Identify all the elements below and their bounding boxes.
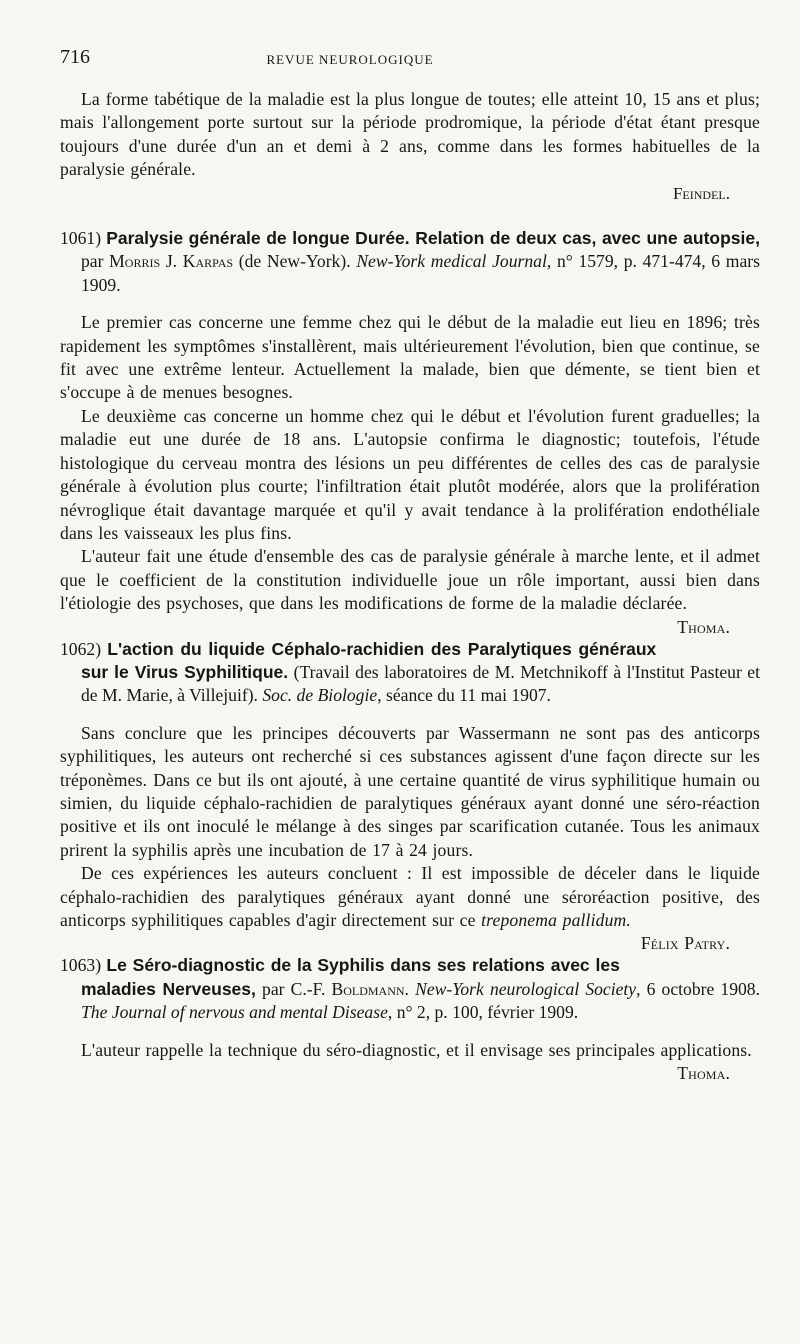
article-reference-pre: (Travail des laboratoires de M. Metchnikoff à l'Institut Pasteur et de M. Marie, à Villejuif). [81,661,760,706]
article-signature: Thoma. [677,1063,730,1084]
article-by: par [262,978,285,999]
article-origin: (de New-York). [238,251,351,272]
article-paragraph: Le deuxième cas concerne un homme chez qui le début et l'évolution furent graduelles; la maladie eut une durée de 18 ans. L'autopsie confirma le diagnostic; toutefois, l'étude histologique du cerveau montra des lésions un peu différentes de celles des cas de paralysie générale à évolution plus courte; l'infiltration était plutôt modérée, alors que la prolifération névroglique était davantage marquée et qu'il y avait tendance à la prolifération endothéliale dans les vaisseaux les plus fins. [60,405,760,543]
article-reference: , 6 octobre 1908. [636,978,760,999]
article-body [60,722,760,954]
article-title: L'action du liquide Céphalo-rachidien des Paralytiques généraux sur le Virus Syphilitique. [81,638,657,682]
article-heading [60,954,760,1024]
article-journal: New-York neurological Society [415,978,637,999]
article-by: par [81,251,104,272]
article-reference: , séance du 11 mai 1907. [377,685,551,706]
article-paragraph: Le premier cas concerne une femme chez qui le début de la maladie eut lieu en 1896; très rapidement les symptômes s'installèrent, mais ultérieurement l'évolution, bien que continue, se fit avec une extrême lenteur. Actuellement la malade, bien que démente, se tient bien et s'occupe à de menues besognes. [60,312,760,403]
article-paragraph [60,862,760,954]
article-journal: Soc. de Biologie [262,685,378,706]
running-title: REVUE NEUROLOGIQUE [266,52,434,67]
page-header [60,46,740,74]
article-signature: Félix Patry. [640,933,730,954]
article-italic-term: treponema pallidum. [481,910,631,930]
article-number: 1063) [60,955,102,976]
page-number: 716 [60,46,90,68]
intro-signature: Feindel. [672,183,730,203]
article-heading [60,227,760,297]
article-journal-secondary: The Journal of nervous and mental Disease [81,1002,388,1023]
article-reference-secondary: , n° 2, p. 100, février 1909. [387,1002,579,1023]
article-reference: , n° 1579, p. 471-474, 6 mars 1909. [81,251,760,295]
article-title: Le Séro-diagnostic de la Syphilis dans ses relations avec les maladies Nerveuses, [81,955,620,999]
article-author: Morris J. Karpas [109,251,234,272]
page-content [60,88,760,1085]
article-paragraph-text: L'auteur fait une étude d'ensemble des cas de paralysie générale à marche lente, et il admet que le coefficient de la constitution individuelle joue un rôle important, aussi bien dans l'étiologie des psychoses, que dans les modifications de forme de la maladie déclarée. [60,546,760,614]
intro-paragraph: La forme tabétique de la maladie est la plus longue de toutes; elle atteint 10, 15 ans et plus; mais l'allongement porte surtout sur la période prodromique, la période d'état étant presque toujours d'une durée d'un an et demi à 2 ans, comme dans les formes habituelles de la paralysie générale. [60,89,760,180]
article-paragraph-text: L'auteur rappelle la technique du séro-diagnostic, et il envisage ses principales applications. [81,1039,752,1060]
article-paragraph [60,545,760,637]
article-journal: New-York medical Journal [356,251,547,272]
article-body [60,311,760,637]
article-author: C.-F. Boldmann. [290,978,409,999]
article-paragraph: Sans conclure que les principes découverts par Wassermann ne sont pas des anticorps syphilitiques, les auteurs ont recherché si ces substances agissent d'une façon directe sur les tréponèmes. Dans ce but ils ont ajouté, à une certaine quantité de virus syphilitique humain ou simien, du liquide céphalo-rachidien de paralytiques généraux ayant donné une séro-réaction positive et ils ont inoculé le mélange à des singes par scarification cutanée. Tous les animaux prirent la syphilis après une incubation de 17 à 24 jours. [60,722,760,860]
article-title: Paralysie générale de longue Durée. Relation de deux cas, avec une autopsie, [106,228,760,249]
article-1061 [60,227,760,637]
article-1063 [60,954,760,1084]
article-paragraph-text: De ces expériences les auteurs concluent : Il est impossible de déceler dans le liquide céphalo-rachidien des paralytiques généraux ayant donné une séroréaction positive, des anticorps syphilitiques capables d'agir directement sur ce [60,863,760,930]
article-number: 1062) [60,638,102,659]
article-1062 [60,638,760,954]
article-signature: Thoma. [677,616,730,637]
article-paragraph [60,1039,760,1084]
article-heading [60,638,760,708]
article-number: 1061) [60,228,102,249]
article-body [60,1039,760,1084]
